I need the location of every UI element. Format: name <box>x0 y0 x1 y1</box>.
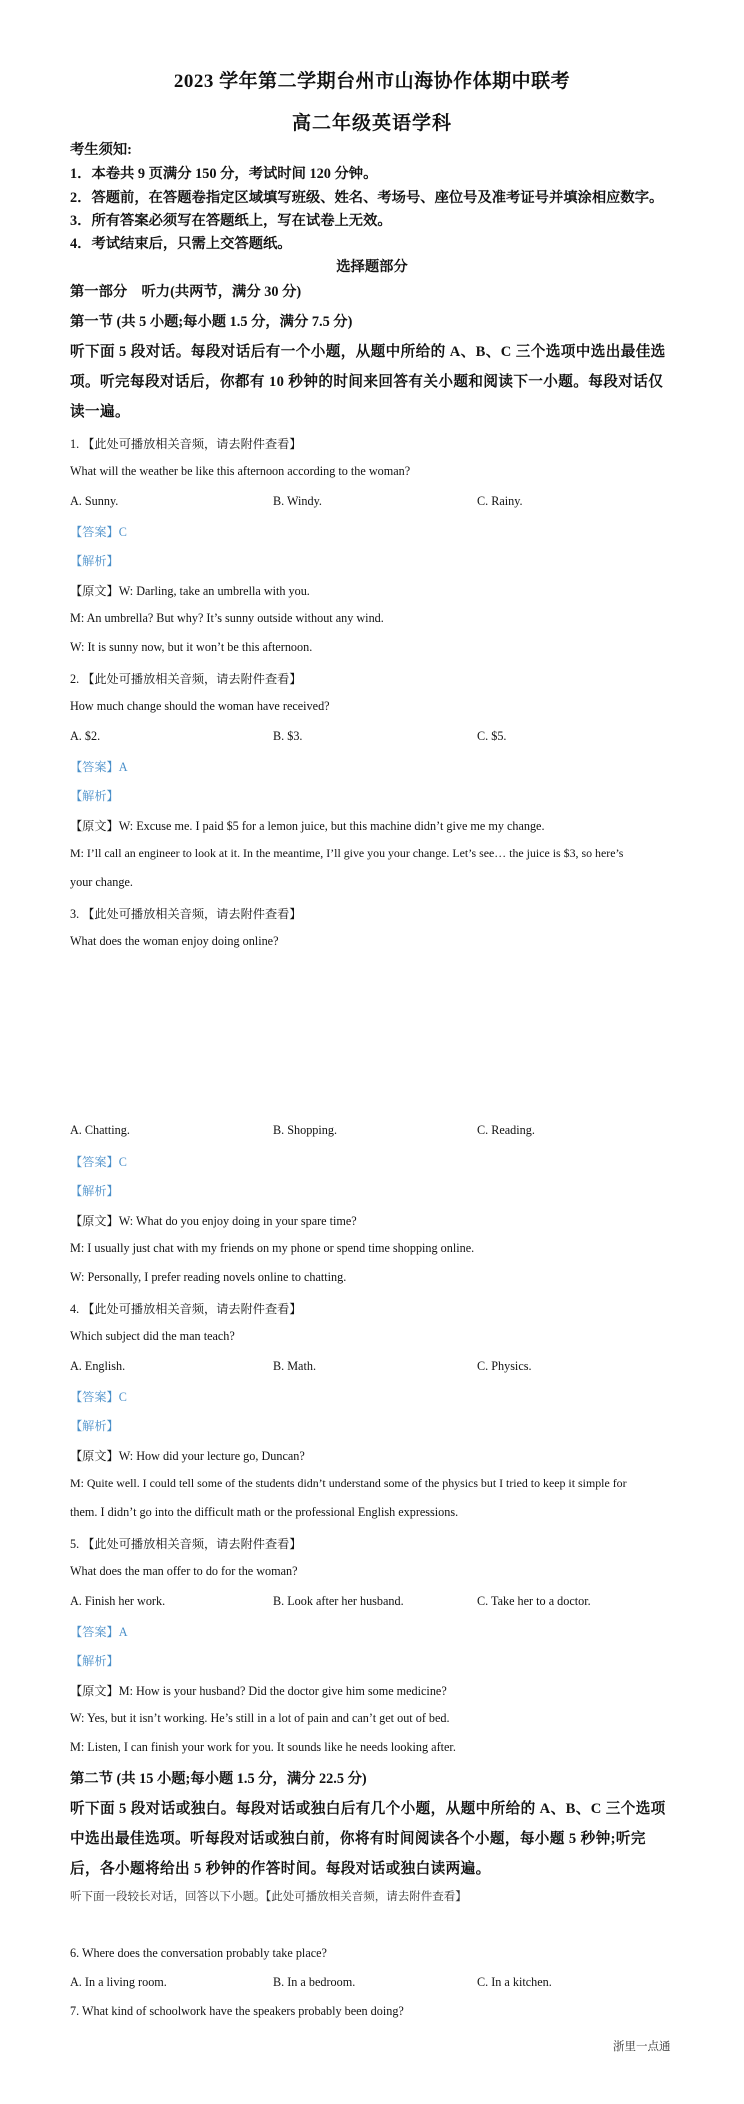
q4-audio[interactable]: 4. 【此处可播放相关音频，请去附件查看】 <box>70 1302 302 1316</box>
exam-title: 2023 学年第二学期台州市山海协作体期中联考 <box>173 71 571 92</box>
q7-question: 7. What kind of schoolwork have the speakers probably been doing? <box>70 2004 404 2018</box>
q3-option-c: C. Reading. <box>477 1123 535 1137</box>
q1-option-c: C. Rainy. <box>477 494 523 508</box>
q1-audio[interactable]: 1. 【此处可播放相关音频，请去附件查看】 <box>70 437 302 451</box>
part1-section1-title: 第一节 (共 5 小题;每小题 1.5 分，满分 7.5 分) <box>70 314 353 330</box>
q5-audio[interactable]: 5. 【此处可播放相关音频，请去附件查看】 <box>70 1537 302 1551</box>
q2-option-c: C. $5. <box>477 729 507 743</box>
q1-answer: 【答案】C <box>70 525 127 539</box>
q5-transcript-3: M: Listen, I can finish your work for you. It sounds like he needs looking after. <box>70 1740 456 1754</box>
q1-transcript-1: 【原文】W: Darling, take an umbrella with you. <box>70 584 310 598</box>
q2-transcript-2: M: I’ll call an engineer to look at it. In the meantime, I’ll give you your change. Let’s see… the juice is $3, so here’s <box>70 846 624 860</box>
q2-option-b: B. $3. <box>273 729 303 743</box>
q4-option-b: B. Math. <box>273 1359 316 1373</box>
q1-transcript-3: W: It is sunny now, but it won’t be this afternoon. <box>70 640 313 654</box>
q4-analysis: 【解析】 <box>70 1419 119 1433</box>
q3-transcript-2: M: I usually just chat with my friends on my phone or spend time shopping online. <box>70 1241 475 1255</box>
q2-question: How much change should the woman have received? <box>70 699 330 713</box>
part1-instruction-2: 项。听完每段对话后，你都有 10 秒钟的时间来回答有关小题和阅读下一小题。每段对话仅 <box>70 374 664 390</box>
section2-instruction-2: 中选出最佳选项。听每段对话或独白前，你将有时间阅读各个小题，每小题 5 秒钟;听完 <box>70 1831 646 1847</box>
section2-audio-note[interactable]: 听下面一段较长对话，回答以下小题。【此处可播放相关音频，请去附件查看】 <box>70 1891 467 1903</box>
q3-transcript-1: 【原文】W: What do you enjoy doing in your spare time? <box>70 1214 357 1228</box>
q3-question: What does the woman enjoy doing online? <box>70 934 279 948</box>
q1-transcript-2: M: An umbrella? But why? It’s sunny outside without any wind. <box>70 611 384 625</box>
q5-question: What does the man offer to do for the woman? <box>70 1564 298 1578</box>
notice-item-4: 4．考试结束后，只需上交答题纸。 <box>70 236 292 252</box>
q1-question: What will the weather be like this afternoon according to the woman? <box>70 464 411 478</box>
q2-transcript-3: your change. <box>70 875 133 889</box>
q2-analysis: 【解析】 <box>70 789 119 803</box>
q1-option-b: B. Windy. <box>273 494 322 508</box>
q2-transcript-1: 【原文】W: Excuse me. I paid $5 for a lemon juice, but this machine didn’t give me my change. <box>70 819 545 833</box>
exam-subtitle: 高二年级英语学科 <box>291 113 452 134</box>
notice-item-2: 2．答题前，在答题卷指定区域填写班级、姓名、考场号、座位号及准考证号并填涂相应数字。 <box>70 190 664 206</box>
q3-audio[interactable]: 3. 【此处可播放相关音频，请去附件查看】 <box>70 907 302 921</box>
part1-title: 第一部分 听力(共两节，满分 30 分) <box>70 284 302 300</box>
q3-analysis: 【解析】 <box>70 1184 119 1198</box>
q6-question: 6. Where does the conversation probably take place? <box>70 1946 327 1960</box>
footer-watermark: 浙里一点通 <box>613 2041 671 2053</box>
q2-option-a: A. $2. <box>70 729 101 743</box>
section2-title: 第二节 (共 15 小题;每小题 1.5 分，满分 22.5 分) <box>70 1771 367 1787</box>
section2-instruction-1: 听下面 5 段对话或独白。每段对话或独白后有几个小题，从题中所给的 A、B、C 三个选项 <box>70 1801 666 1817</box>
part1-instruction-1: 听下面 5 段对话。每段对话后有一个小题，从题中所给的 A、B、C 三个选项中选出最佳选 <box>70 344 666 360</box>
q4-answer: 【答案】C <box>70 1390 127 1404</box>
q5-analysis: 【解析】 <box>70 1654 119 1668</box>
q6-option-c: C. In a kitchen. <box>477 1975 552 1989</box>
notice-item-1: 1．本卷共 9 页满分 150 分，考试时间 120 分钟。 <box>70 166 378 182</box>
q5-transcript-1: 【原文】M: How is your husband? Did the doctor give him some medicine? <box>70 1684 447 1698</box>
notice-item-3: 3．所有答案必须写在答题纸上，写在试卷上无效。 <box>70 213 392 229</box>
q3-option-b: B. Shopping. <box>273 1123 337 1137</box>
q4-option-a: A. English. <box>70 1359 126 1373</box>
q2-audio[interactable]: 2. 【此处可播放相关音频，请去附件查看】 <box>70 672 302 686</box>
section-title: 选择题部分 <box>336 259 408 275</box>
q4-transcript-2: M: Quite well. I could tell some of the students didn’t understand some of the physics but I tried to keep it simple for <box>70 1476 627 1490</box>
q4-question: Which subject did the man teach? <box>70 1329 235 1343</box>
q2-answer: 【答案】A <box>70 760 128 774</box>
section2-instruction-3: 后，各小题将给出 5 秒钟的作答时间。每段对话或独白读两遍。 <box>70 1861 491 1877</box>
q6-option-a: A. In a living room. <box>70 1975 167 1989</box>
q4-transcript-3: them. I didn’t go into the difficult math or the professional English expressions. <box>70 1505 459 1519</box>
part1-instruction-3: 读一遍。 <box>70 404 130 420</box>
q1-option-a: A. Sunny. <box>70 494 119 508</box>
q3-answer: 【答案】C <box>70 1155 127 1169</box>
q4-transcript-1: 【原文】W: How did your lecture go, Duncan? <box>70 1449 305 1463</box>
q3-transcript-3: W: Personally, I prefer reading novels online to chatting. <box>70 1270 347 1284</box>
q1-analysis: 【解析】 <box>70 554 119 568</box>
q3-option-a: A. Chatting. <box>70 1123 130 1137</box>
q5-transcript-2: W: Yes, but it isn’t working. He’s still in a lot of pain and can’t get out of bed. <box>70 1711 450 1725</box>
notice-heading: 考生须知: <box>70 142 132 158</box>
q5-option-b: B. Look after her husband. <box>273 1594 404 1608</box>
q5-option-c: C. Take her to a doctor. <box>477 1594 591 1608</box>
q4-option-c: C. Physics. <box>477 1359 532 1373</box>
q5-option-a: A. Finish her work. <box>70 1594 166 1608</box>
q6-option-b: B. In a bedroom. <box>273 1975 356 1989</box>
q5-answer: 【答案】A <box>70 1625 128 1639</box>
